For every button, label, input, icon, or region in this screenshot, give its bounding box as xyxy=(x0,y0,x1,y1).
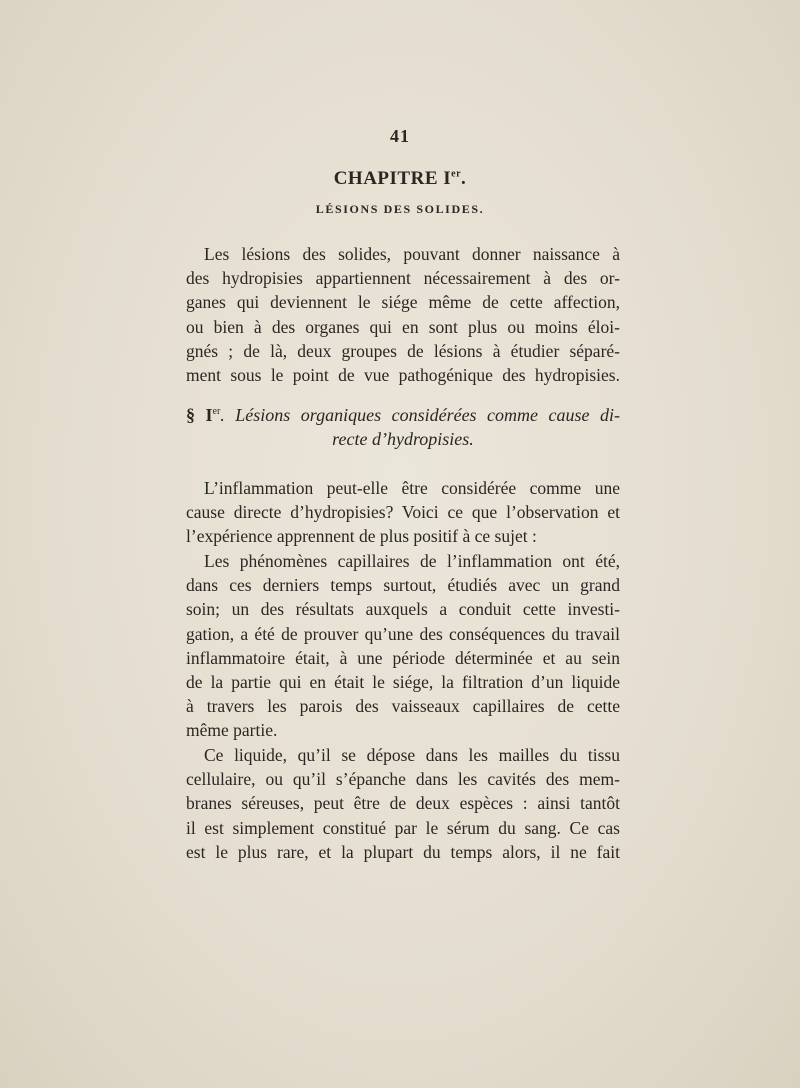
text-line: des hydropisies appartiennent nécessairement à des or- xyxy=(186,268,620,289)
text-line: dans ces derniers temps surtout, étudiés avec un grand xyxy=(186,575,620,596)
text-line: L’inflammation peut-elle être considérée comme une xyxy=(204,478,620,498)
paragraph-3 xyxy=(186,549,620,743)
text-line: cause directe d’hydropisies? Voici ce que l’observation et xyxy=(186,502,620,523)
text-line: il est simplement constitué par le sérum du sang. Ce cas xyxy=(186,817,620,838)
subsection-title-part: . Lésions organiques considérées comme cause di- xyxy=(220,405,620,425)
text-line: ou bien à des organes qui en sont plus ou moins éloi- xyxy=(186,316,620,337)
text-line: Les lésions des solides, pouvant donner naissance à xyxy=(204,244,620,264)
section-superscript: er xyxy=(212,406,221,417)
text-line: est le plus rare, et la plupart du temps alors, il ne fait xyxy=(186,841,620,862)
text-line: même partie. xyxy=(186,720,278,741)
chapter-superscript: er xyxy=(451,168,462,180)
text-line: inflammatoire était, à une période déterminée et au sein xyxy=(186,647,620,668)
text-line: gnés ; de là, deux groupes de lésions à étudier séparé- xyxy=(186,340,620,361)
subsection-heading-line-1 xyxy=(186,400,620,427)
text-line: l’expérience apprennent de plus positif à ce sujet : xyxy=(186,526,537,547)
text-line: branes séreuses, peut être de deux espèces : ainsi tantôt xyxy=(186,793,620,814)
text-line: cellulaire, ou qu’il s’épanche dans les cavités des mem- xyxy=(186,769,620,790)
chapter-heading xyxy=(0,168,800,190)
page-number: 41 xyxy=(390,126,410,146)
text-line: à travers les parois des vaisseaux capillaires de cette xyxy=(186,696,620,717)
section-symbol: § I xyxy=(186,405,213,425)
paragraph-2 xyxy=(186,476,620,549)
text-line: gation, a été de prouver qu’une des conséquences du travail xyxy=(186,623,620,644)
paragraph-4 xyxy=(186,743,620,864)
paragraph-1 xyxy=(186,242,620,387)
text-line: de la partie qui en était le siége, la filtration d’un liquide xyxy=(186,671,620,692)
chapter-period: . xyxy=(461,168,467,189)
chapter-title: CHAPITRE I xyxy=(333,168,452,189)
text-line: Les phénomènes capillaires de l’inflammation ont été, xyxy=(204,551,620,571)
text-line: soin; un des résultats auxquels a conduit cette investi- xyxy=(186,599,620,620)
section-title: LÉSIONS DES SOLIDES. xyxy=(315,202,485,216)
text-line: Ce liquide, qu’il se dépose dans les mailles du tissu xyxy=(204,745,620,765)
text-line: ganes qui deviennent le siége même de cette affection, xyxy=(186,292,620,313)
subsection-heading-line-2: recte d’hydropisies. xyxy=(332,429,474,449)
subsection-heading xyxy=(186,400,620,451)
text-line: ment sous le point de vue pathogénique des hydropisies. xyxy=(186,364,620,385)
